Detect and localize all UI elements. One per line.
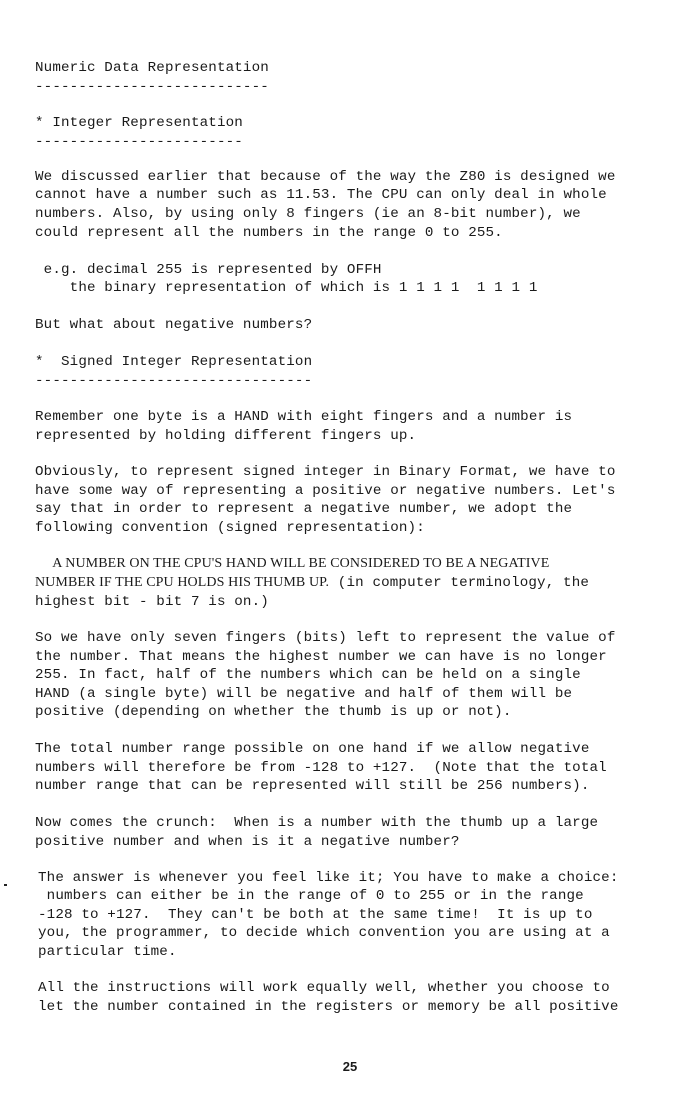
paragraph-line: The total number range possible on one hand if we allow negative bbox=[35, 741, 590, 757]
paragraph-line: The answer is whenever you feel like it; You have to make a choice: bbox=[38, 870, 619, 886]
paragraph-line: let the number contained in the registers or memory be all positive bbox=[38, 999, 619, 1015]
paragraph-line: numbers will therefore be from -128 to +127. (Note that the total bbox=[35, 760, 607, 776]
page-number: 25 bbox=[342, 1059, 358, 1074]
page-heading: Numeric Data Representation bbox=[35, 60, 269, 76]
section-underline-signed: -------------------------------- bbox=[35, 373, 313, 389]
section-underline-integer: ------------------------ bbox=[35, 134, 243, 150]
paragraph-line: -128 to +127. They can't be both at the same time! It is up to bbox=[38, 907, 593, 923]
margin-mark bbox=[4, 884, 7, 886]
paragraph-line: positive number and when is it a negative number? bbox=[35, 834, 460, 850]
paragraph-line: represented by holding different fingers up. bbox=[35, 428, 417, 444]
paragraph-line: number range that can be represented will still be 256 numbers). bbox=[35, 778, 590, 794]
paragraph-line: Obviously, to represent signed integer in Binary Format, we have to bbox=[35, 464, 616, 480]
paragraph-line: you, the programmer, to decide which convention you are using at a bbox=[38, 925, 610, 941]
section-title-signed: * Signed Integer Representation bbox=[35, 354, 313, 370]
paragraph-line: following convention (signed representation): bbox=[35, 520, 425, 536]
paragraph-line: All the instructions will work equally well, whether you choose to bbox=[38, 980, 610, 996]
heading-underline: --------------------------- bbox=[35, 79, 269, 95]
convention-line: highest bit - bit 7 is on.) bbox=[35, 594, 269, 610]
convention-line: A NUMBER ON THE CPU'S HAND WILL BE CONSIDERED TO BE A NEGATIVE bbox=[35, 556, 550, 571]
paragraph-line: Remember one byte is a HAND with eight fingers and a number is bbox=[35, 409, 573, 425]
section-title-integer: * Integer Representation bbox=[35, 115, 243, 131]
paragraph-line: So we have only seven fingers (bits) left to represent the value of bbox=[35, 630, 616, 646]
paragraph-line: cannot have a number such as 11.53. The CPU can only deal in whole bbox=[35, 187, 607, 203]
paragraph-line: the number. That means the highest number we can have is no longer bbox=[35, 649, 607, 665]
paragraph-line: numbers. Also, by using only 8 fingers (ie an 8-bit number), we bbox=[35, 206, 581, 222]
convention-rest-text: (in computer terminology, the bbox=[329, 575, 590, 591]
convention-line bbox=[35, 574, 589, 592]
paragraph-line: have some way of representing a positive or negative numbers. Let's bbox=[35, 483, 616, 499]
paragraph-line: HAND (a single byte) will be negative and half of them will be bbox=[35, 686, 573, 702]
paragraph-line: Now comes the crunch: When is a number with the thumb up a large bbox=[35, 815, 599, 831]
example-line: e.g. decimal 255 is represented by OFFH bbox=[35, 262, 382, 278]
convention-caps-text: NUMBER IF THE CPU HOLDS HIS THUMB UP. bbox=[35, 575, 330, 590]
paragraph-line: numbers can either be in the range of 0 to 255 or in the range bbox=[38, 888, 584, 904]
paragraph-line: positive (depending on whether the thumb is up or not). bbox=[35, 704, 512, 720]
paragraph-line: We discussed earlier that because of the way the Z80 is designed we bbox=[35, 169, 616, 185]
question-line: But what about negative numbers? bbox=[35, 317, 313, 333]
paragraph-line: 255. In fact, half of the numbers which can be held on a single bbox=[35, 667, 581, 683]
paragraph-line: particular time. bbox=[38, 944, 177, 960]
example-line: the binary representation of which is 1 1 1 1 1 1 1 1 bbox=[35, 280, 538, 296]
paragraph-line: say that in order to represent a negative number, we adopt the bbox=[35, 501, 573, 517]
paragraph-line: could represent all the numbers in the range 0 to 255. bbox=[35, 225, 503, 241]
